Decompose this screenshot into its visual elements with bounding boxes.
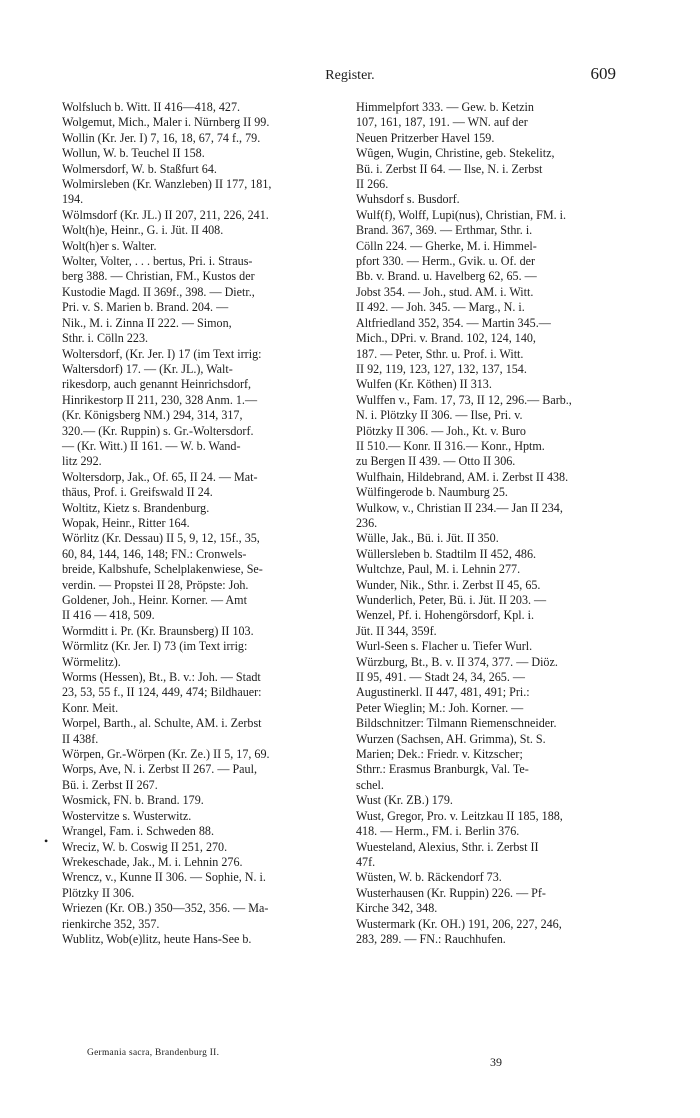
entry-line: Wulkow, v., Christian II 234.— Jan II 234, bbox=[356, 500, 563, 515]
index-entry bbox=[62, 840, 354, 855]
index-entry bbox=[356, 192, 648, 207]
index-entry bbox=[356, 639, 648, 654]
entry-line: Wulf(f), Wolff, Lupi(nus), Christian, FM. i. bbox=[356, 207, 567, 222]
entry-line: Wostervitze s. Wusterwitz. bbox=[62, 808, 192, 823]
entry-line: Himmelpfort 333. — Gew. b. Ketzin bbox=[356, 100, 534, 114]
entry-line: Wulffen v., Fam. 17, 73, II 12, 296.— Barb., bbox=[356, 392, 572, 407]
entry-line: Würzburg, Bt., B. v. II 374, 377. — Diöz. bbox=[356, 654, 558, 669]
entry-line: 320.— (Kr. Ruppin) s. Gr.-Woltersdorf. bbox=[62, 423, 254, 438]
index-entry bbox=[62, 824, 354, 839]
entry-line: litz 292. bbox=[62, 454, 102, 469]
entry-line: Woltersdorp, Jak., Of. 65, II 24. — Mat- bbox=[62, 469, 258, 484]
entry-line: Konr. Meit. bbox=[62, 700, 119, 715]
entry-line: Wolmersdorf, W. b. Staßfurt 64. bbox=[62, 161, 217, 176]
entry-line: Wulfhain, Hildebrand, AM. i. Zerbst II 438. bbox=[356, 469, 569, 484]
entry-line: Wenzel, Pf. i. Hohengörsdorf, Kpl. i. bbox=[356, 608, 535, 623]
entry-line: Sthr. i. Cölln 223. bbox=[62, 331, 149, 346]
index-entry bbox=[356, 578, 648, 593]
entry-line: Wrencz, v., Kunne II 306. — Sophie, N. i. bbox=[62, 870, 266, 885]
entry-line: Wüsten, W. b. Räckendorf 73. bbox=[356, 870, 502, 885]
entry-line: Plötzky II 306. — Joh., Kt. v. Buro bbox=[356, 423, 526, 438]
index-entry bbox=[62, 470, 354, 501]
index-entry bbox=[62, 177, 354, 208]
entry-line: II 266. bbox=[356, 177, 389, 192]
index-entry bbox=[62, 870, 354, 901]
entry-line: 418. — Herm., FM. i. Berlin 376. bbox=[356, 824, 520, 839]
entry-line: Wrekeschade, Jak., M. i. Lehnin 276. bbox=[62, 854, 243, 869]
index-entry bbox=[356, 562, 648, 577]
entry-line: II 92, 119, 123, 127, 132, 137, 154. bbox=[356, 361, 527, 376]
entry-line: Wustermark (Kr. OH.) 191, 206, 227, 246, bbox=[356, 916, 562, 931]
index-entry bbox=[62, 146, 354, 161]
entry-line: thäus, Prof. i. Greifswald II 24. bbox=[62, 485, 213, 500]
page-number: 609 bbox=[590, 64, 616, 83]
index-entry bbox=[62, 855, 354, 870]
entry-line: Wosmick, FN. b. Brand. 179. bbox=[62, 793, 204, 808]
entry-line: Wörmelitz). bbox=[62, 654, 121, 669]
entry-line: II 510.— Konr. II 316.— Konr., Hptm. bbox=[356, 438, 545, 453]
index-entry bbox=[62, 793, 354, 808]
entry-line: Waltersdorf) 17. — (Kr. JL.), Walt- bbox=[62, 361, 233, 376]
entry-line: Wolter, Volter, . . . bertus, Pri. i. Straus- bbox=[62, 254, 253, 269]
entry-line: Kustodie Magd. II 369f., 398. — Dietr., bbox=[62, 284, 255, 299]
entry-line: II 492. — Joh. 345. — Marg., N. i. bbox=[356, 300, 525, 315]
entry-line: Wûgen, Wugin, Christine, geb. Stekelitz, bbox=[356, 146, 555, 161]
entry-line: Wörlitz (Kr. Dessau) II 5, 9, 12, 15f., 35, bbox=[62, 531, 260, 546]
entry-line: 47f. bbox=[356, 854, 376, 869]
entry-line: Wusterhausen (Kr. Ruppin) 226. — Pf- bbox=[356, 885, 546, 900]
index-entry bbox=[356, 840, 648, 871]
entry-line: rienkirche 352, 357. bbox=[62, 916, 160, 931]
entry-line: Wolgemut, Mich., Maler i. Nürnberg II 99. bbox=[62, 115, 270, 130]
index-entry bbox=[356, 393, 648, 470]
entry-line: Nik., M. i. Zinna II 222. — Simon, bbox=[62, 315, 232, 330]
left-index-column bbox=[62, 100, 354, 947]
index-entry bbox=[356, 809, 648, 840]
entry-line: Bü. i. Zerbst II 267. bbox=[62, 777, 158, 792]
index-entry bbox=[356, 146, 648, 192]
entry-line: Bildschnitzer: Tilmann Riemenschneider. bbox=[356, 716, 557, 731]
entry-line: Jobst 354. — Joh., stud. AM. i. Witt. bbox=[356, 284, 534, 299]
entry-line: 107, 161, 187, 191. — WN. auf der bbox=[356, 115, 528, 130]
index-entry bbox=[62, 809, 354, 824]
entry-line: — (Kr. Witt.) II 161. — W. b. Wand- bbox=[62, 438, 241, 453]
index-entry bbox=[356, 547, 648, 562]
index-entry bbox=[356, 886, 648, 917]
entry-line: Sthrr.: Erasmus Branburgk, Val. Te- bbox=[356, 762, 529, 777]
footer-imprint: Germania sacra, Brandenburg II. bbox=[87, 1048, 220, 1058]
entry-line: Wust (Kr. ZB.) 179. bbox=[356, 793, 453, 808]
entry-line: 236. bbox=[356, 515, 378, 530]
margin-bullet: • bbox=[44, 834, 49, 848]
index-entry bbox=[62, 162, 354, 177]
entry-line: Wublitz, Wob(e)litz, heute Hans-See b. bbox=[62, 931, 252, 946]
index-entry bbox=[356, 917, 648, 948]
index-entry bbox=[356, 870, 648, 885]
entry-line: Pri. v. S. Marien b. Brand. 204. — bbox=[62, 300, 229, 315]
entry-line: Hinrikestorp II 211, 230, 328 Anm. 1.— bbox=[62, 392, 258, 407]
entry-line: Wormditt i. Pr. (Kr. Braunsberg) II 103. bbox=[62, 623, 254, 638]
entry-line: Mich., DPri. v. Brand. 102, 124, 140, bbox=[356, 331, 536, 346]
entry-line: berg 388. — Christian, FM., Kustos der bbox=[62, 269, 255, 284]
index-entry bbox=[62, 639, 354, 670]
entry-line: Wolmirsleben (Kr. Wanzleben) II 177, 181, bbox=[62, 177, 272, 192]
entry-line: II 438f. bbox=[62, 731, 99, 746]
entry-line: Wörpen, Gr.-Wörpen (Kr. Ze.) II 5, 17, 69. bbox=[62, 747, 270, 762]
index-entry bbox=[62, 932, 354, 947]
entry-line: Neuen Pritzerber Havel 159. bbox=[356, 130, 495, 145]
entry-line: Wörmlitz (Kr. Jer. I) 73 (im Text irrig: bbox=[62, 639, 248, 654]
entry-line: Wunderlich, Peter, Bü. i. Jüt. II 203. — bbox=[356, 593, 547, 607]
index-entry bbox=[62, 901, 354, 932]
entry-line: II 95, 491. — Stadt 24, 34, 265. — bbox=[356, 670, 525, 685]
index-entry bbox=[356, 531, 648, 546]
entry-line: Worps, Ave, N. i. Zerbst II 267. — Paul, bbox=[62, 762, 257, 777]
index-entry bbox=[62, 531, 354, 623]
entry-line: N. i. Plötzky II 306. — Ilse, Pri. v. bbox=[356, 408, 523, 423]
index-entry bbox=[356, 377, 648, 392]
entry-line: Wollun, W. b. Teuchel II 158. bbox=[62, 146, 205, 161]
entry-line: Marien; Dek.: Friedr. v. Kitzscher; bbox=[356, 747, 523, 762]
entry-line: Wülfingerode b. Naumburg 25. bbox=[356, 485, 508, 500]
entry-line: Bb. v. Brand. u. Havelberg 62, 65. — bbox=[356, 269, 537, 284]
entry-line: Jüt. II 344, 359f. bbox=[356, 623, 437, 638]
entry-line: Wüllersleben b. Stadtilm II 452, 486. bbox=[356, 546, 537, 561]
entry-line: Wrangel, Fam. i. Schweden 88. bbox=[62, 824, 214, 839]
index-entry bbox=[62, 347, 354, 470]
index-entry bbox=[356, 100, 648, 146]
index-entry bbox=[62, 115, 354, 130]
entry-line: Wollin (Kr. Jer. I) 7, 16, 18, 67, 74 f., 79. bbox=[62, 130, 261, 145]
index-entry bbox=[62, 100, 354, 115]
index-entry bbox=[62, 716, 354, 747]
entry-line: Wultchze, Paul, M. i. Lehnin 277. bbox=[356, 562, 521, 577]
entry-line: Woltersdorf, (Kr. Jer. I) 17 (im Text irrig: bbox=[62, 346, 262, 361]
entry-line: Wulfen (Kr. Köthen) II 313. bbox=[356, 377, 492, 392]
entry-line: Wolfsluch b. Witt. II 416—418, 427. bbox=[62, 100, 241, 114]
entry-line: Altfriedland 352, 354. — Martin 345.— bbox=[356, 315, 551, 330]
index-entry bbox=[356, 501, 648, 532]
index-entry bbox=[356, 470, 648, 485]
entry-line: breide, Kalbshufe, Schelplakenwiese, Se- bbox=[62, 562, 263, 577]
entry-line: 187. — Peter, Sthr. u. Prof. i. Witt. bbox=[356, 346, 524, 361]
entry-line: Wolt(h)er s. Walter. bbox=[62, 238, 157, 253]
index-entry bbox=[356, 485, 648, 500]
entry-line: Wurzen (Sachsen, AH. Grimma), St. S. bbox=[356, 731, 546, 746]
index-entry bbox=[62, 223, 354, 238]
index-entry bbox=[62, 516, 354, 531]
running-title: Register. bbox=[325, 68, 375, 83]
entry-line: Peter Wieglin; M.: Joh. Korner. — bbox=[356, 700, 524, 715]
index-entry bbox=[62, 239, 354, 254]
page-header bbox=[0, 64, 700, 92]
entry-line: Worms (Hessen), Bt., B. v.: Joh. — Stadt bbox=[62, 670, 261, 685]
entry-line: Wolt(h)e, Heinr., G. i. Jüt. II 408. bbox=[62, 223, 224, 238]
index-entry bbox=[356, 793, 648, 808]
entry-line: pfort 330. — Herm., Gvik. u. Of. der bbox=[356, 254, 536, 269]
entry-line: (Kr. Königsberg NM.) 294, 314, 317, bbox=[62, 408, 243, 423]
entry-line: Brand. 367, 369. — Erthmar, Sthr. i. bbox=[356, 223, 533, 238]
index-entry bbox=[356, 593, 648, 639]
index-entry bbox=[62, 762, 354, 793]
index-entry bbox=[356, 208, 648, 377]
index-entry bbox=[62, 254, 354, 346]
index-entry bbox=[62, 747, 354, 762]
entry-line: Wopak, Heinr., Ritter 164. bbox=[62, 515, 190, 530]
index-entry bbox=[356, 732, 648, 794]
index-entry bbox=[62, 501, 354, 516]
entry-line: Wunder, Nik., Sthr. i. Zerbst II 45, 65. bbox=[356, 577, 541, 592]
entry-line: Wülle, Jak., Bü. i. Jüt. II 350. bbox=[356, 531, 499, 546]
entry-line: Wriezen (Kr. OB.) 350—352, 356. — Ma- bbox=[62, 901, 269, 916]
entry-line: Woltitz, Kietz s. Brandenburg. bbox=[62, 500, 210, 515]
index-entry bbox=[62, 624, 354, 639]
entry-line: zu Bergen II 439. — Otto II 306. bbox=[356, 454, 516, 469]
entry-line: schel. bbox=[356, 777, 384, 792]
entry-line: Wreciz, W. b. Coswig II 251, 270. bbox=[62, 839, 228, 854]
entry-line: 283, 289. — FN.: Rauchhufen. bbox=[356, 931, 506, 946]
entry-line: II 416 — 418, 509. bbox=[62, 608, 155, 623]
index-entry bbox=[62, 670, 354, 716]
entry-line: Worpel, Barth., al. Schulte, AM. i. Zerbst bbox=[62, 716, 262, 731]
index-entry bbox=[62, 208, 354, 223]
entry-line: 60, 84, 144, 146, 148; FN.: Cronwels- bbox=[62, 546, 247, 561]
index-entry bbox=[356, 655, 648, 732]
signature-mark: 39 bbox=[490, 1055, 502, 1069]
entry-line: Wuhsdorf s. Busdorf. bbox=[356, 192, 460, 207]
right-index-column bbox=[356, 100, 648, 947]
entry-line: Plötzky II 306. bbox=[62, 885, 135, 900]
entry-line: Cölln 224. — Gherke, M. i. Himmel- bbox=[356, 238, 537, 253]
entry-line: Goldener, Joh., Heinr. Korner. — Amt bbox=[62, 593, 247, 607]
entry-line: Kirche 342, 348. bbox=[356, 901, 438, 916]
entry-line: Wust, Gregor, Pro. v. Leitzkau II 185, 188, bbox=[356, 808, 563, 823]
entry-line: 194. bbox=[62, 192, 84, 207]
entry-line: rikesdorp, auch genannt Heinrichsdorf, bbox=[62, 377, 252, 392]
entry-line: Wurl-Seen s. Flacher u. Tiefer Wurl. bbox=[356, 639, 533, 654]
entry-line: Bü. i. Zerbst II 64. — Ilse, N. i. Zerbst bbox=[356, 161, 543, 176]
entry-line: Wuesteland, Alexius, Sthr. i. Zerbst II bbox=[356, 839, 539, 854]
entry-line: Augustinerkl. II 447, 481, 491; Pri.: bbox=[356, 685, 530, 700]
entry-line: Wölmsdorf (Kr. JL.) II 207, 211, 226, 241. bbox=[62, 207, 269, 222]
entry-line: verdin. — Propstei II 28, Pröpste: Joh. bbox=[62, 577, 249, 592]
entry-line: 23, 53, 55 f., II 124, 449, 474; Bildhauer: bbox=[62, 685, 262, 700]
index-entry bbox=[62, 131, 354, 146]
